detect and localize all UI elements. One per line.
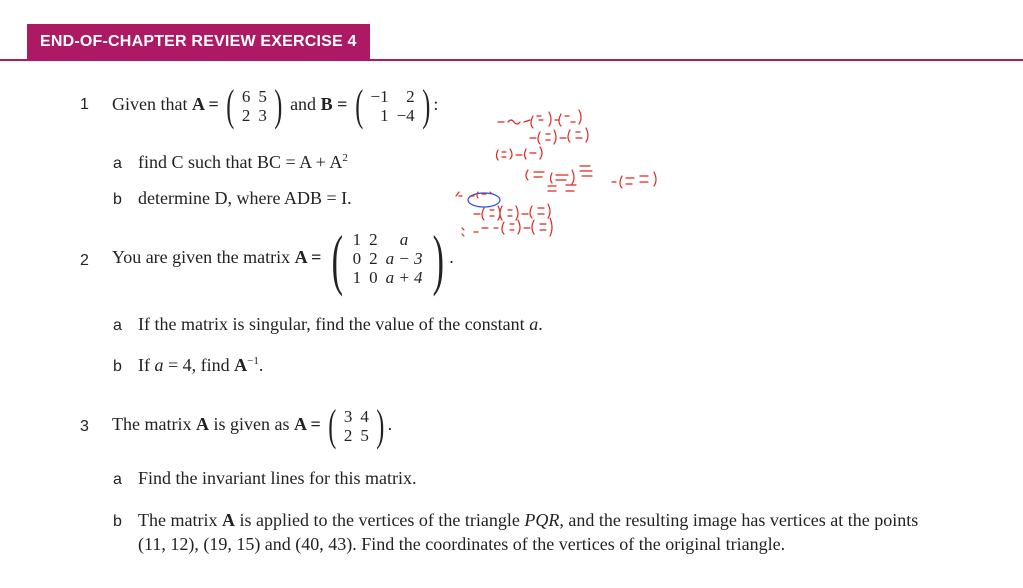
matrix-cell: −1 bbox=[370, 86, 389, 106]
q3-intro: The matrix bbox=[112, 414, 192, 434]
matrix-cell: a bbox=[399, 230, 409, 250]
q2a-label: a bbox=[113, 317, 122, 334]
matrix-cell: 2 bbox=[369, 249, 378, 269]
matrix-cell: 0 bbox=[369, 268, 378, 288]
paren-right: ) bbox=[432, 220, 444, 297]
q3b-body-3: , and the resulting image has vertices at the points bbox=[559, 510, 919, 530]
q1a-label: a bbox=[113, 155, 122, 172]
q1-end: : bbox=[433, 94, 439, 114]
matrix-cell: 1 bbox=[380, 105, 389, 125]
matrix-cell: 6 bbox=[241, 86, 251, 106]
paren-right: ) bbox=[421, 80, 431, 130]
matrix-cell: a − 3 bbox=[385, 249, 423, 269]
q2b-end: . bbox=[258, 355, 264, 375]
paren-left: ( bbox=[328, 400, 337, 450]
q2b-body: If bbox=[138, 355, 150, 375]
q3b-label: b bbox=[113, 513, 122, 530]
superscript: −1 bbox=[247, 355, 259, 367]
matrix-cell: 1 bbox=[352, 230, 362, 250]
q1b-label: b bbox=[113, 191, 122, 208]
question-1-number: 1 bbox=[80, 96, 89, 113]
paren-left: ( bbox=[226, 80, 235, 130]
q2-intro: You are given the matrix bbox=[112, 247, 291, 267]
q2-A-label: A = bbox=[294, 247, 322, 267]
q2a-end: . bbox=[538, 314, 543, 334]
triangle-name: PQR bbox=[524, 510, 560, 530]
matrix-cell: 2 bbox=[343, 425, 353, 445]
paren-right: ) bbox=[376, 400, 385, 450]
chapter-review-banner: END-OF-CHAPTER REVIEW EXERCISE 4 bbox=[27, 24, 370, 60]
matrix-cell: 5 bbox=[258, 86, 267, 106]
matrix-cell: 5 bbox=[360, 425, 369, 445]
matrix-name: A bbox=[221, 510, 235, 530]
matrix-cell: −4 bbox=[396, 105, 415, 125]
q3a-label: a bbox=[113, 471, 122, 488]
q3b-body: The matrix bbox=[138, 510, 218, 530]
question-3-number: 3 bbox=[80, 418, 89, 435]
matrix-cell: 3 bbox=[343, 406, 353, 426]
matrix-cell: a + 4 bbox=[385, 268, 423, 288]
q1-A-label: A = bbox=[191, 94, 219, 114]
matrix-cell: 0 bbox=[352, 249, 362, 269]
q3a-text: Find the invariant lines for this matrix. bbox=[138, 468, 417, 488]
matrix-cell: 2 bbox=[241, 105, 251, 125]
matrix-cell: 2 bbox=[369, 230, 378, 250]
matrix-name: A bbox=[195, 414, 209, 434]
q2-end: . bbox=[449, 247, 454, 267]
q1-intro: Given that bbox=[112, 94, 188, 114]
q2a-body: If the matrix is singular, find the value of the constant bbox=[138, 314, 525, 334]
q3-end: . bbox=[387, 414, 393, 434]
q1-and: and bbox=[290, 94, 317, 114]
variable: a bbox=[529, 314, 539, 334]
matrix-cell: 2 bbox=[406, 86, 415, 106]
paren-left: ( bbox=[331, 220, 343, 297]
variable: a bbox=[154, 355, 164, 375]
matrix-cell: 1 bbox=[352, 268, 362, 288]
matrix-cell: 4 bbox=[360, 406, 369, 426]
q3-intro-2: is given as bbox=[213, 414, 290, 434]
q3b-line-2: (11, 12), (19, 15) and (40, 43). Find the coordinates of the vertices of the original triangle. bbox=[138, 534, 786, 554]
q3b-body-2: is applied to the vertices of the triangle bbox=[239, 510, 520, 530]
q1a-body: find C such that BC = A + A bbox=[138, 152, 343, 172]
paren-left: ( bbox=[355, 80, 364, 130]
matrix-name: A bbox=[234, 355, 248, 375]
q2b-body-2: = 4, find bbox=[168, 355, 230, 375]
q1-B-label: B = bbox=[320, 94, 348, 114]
question-2-number: 2 bbox=[80, 252, 89, 269]
q3-A-label: A = bbox=[293, 414, 321, 434]
matrix-cell: 3 bbox=[258, 105, 267, 125]
superscript: 2 bbox=[342, 152, 348, 164]
q1b-text: determine D, where ADB = I. bbox=[138, 188, 352, 208]
q2b-label: b bbox=[113, 358, 122, 375]
paren-right: ) bbox=[274, 80, 283, 130]
